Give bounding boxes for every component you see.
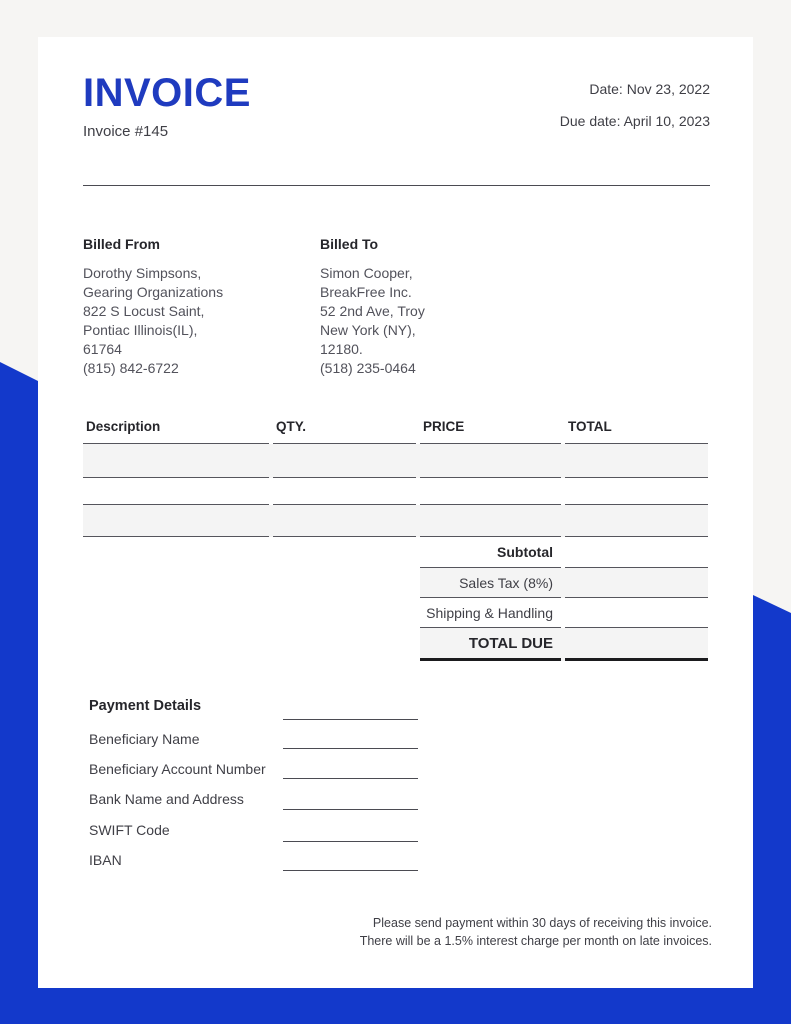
header-divider: [83, 185, 710, 186]
table-cell: [273, 505, 416, 537]
column-header-description: Description: [83, 415, 269, 444]
table-cell: [420, 505, 561, 537]
table-cell: [420, 444, 561, 478]
blank-fill-line: [283, 748, 418, 749]
beneficiary-account-number-label: Beneficiary Account Number: [89, 761, 266, 777]
summary-value-cell: [565, 537, 708, 568]
payment-details-heading: Payment Details: [89, 698, 202, 714]
sales-tax-label: Sales Tax (8%): [459, 574, 553, 591]
column-header-price: PRICE: [420, 415, 561, 444]
table-cell: [83, 505, 269, 537]
summary-value-cell: [565, 628, 708, 661]
subtotal-label: Subtotal: [497, 544, 553, 560]
invoice-date: Date: Nov 23, 2022: [589, 81, 710, 97]
shipping-label: Shipping & Handling: [426, 604, 553, 621]
invoice-dates: [560, 81, 710, 129]
address-line: Gearing Organizations: [83, 284, 224, 300]
decor-blue-shape-right: [753, 595, 791, 1024]
summary-row-sales-tax: [420, 568, 708, 598]
address-line: Simon Cooper,: [320, 265, 413, 281]
billed-from-section: [83, 236, 308, 378]
beneficiary-name-label: Beneficiary Name: [89, 731, 200, 747]
payment-terms-note: [360, 914, 712, 950]
payment-terms-line: There will be a 1.5% interest charge per month on late invoices.: [359, 934, 712, 948]
column-header-total: TOTAL: [565, 415, 708, 444]
address-line: Pontiac Illinois(IL),: [83, 322, 198, 338]
blank-fill-line: [283, 841, 418, 842]
table-row: [83, 505, 708, 537]
table-cell: [273, 444, 416, 478]
blank-fill-line: [283, 778, 418, 779]
invoice-number: Invoice #145: [83, 123, 169, 140]
address-line: 61764: [83, 341, 122, 357]
table-cell: [273, 478, 416, 505]
summary-label-cell: [420, 568, 561, 598]
table-cell: [83, 478, 269, 505]
swift-code-label: SWIFT Code: [89, 822, 170, 838]
bank-name-address-label: Bank Name and Address: [89, 791, 244, 807]
billed-to-address: [320, 264, 545, 378]
address-line: (518) 235-0464: [320, 360, 416, 376]
address-line: New York (NY),: [320, 322, 416, 338]
address-line: 52 2nd Ave, Troy: [320, 303, 425, 319]
invoice-title: INVOICE: [83, 71, 251, 115]
totals-summary: [420, 537, 708, 661]
address-line: Dorothy Simpsons,: [83, 265, 202, 281]
total-due-label: TOTAL DUE: [468, 634, 553, 652]
summary-row-subtotal: [420, 537, 708, 568]
billed-from-address: [83, 264, 308, 378]
billed-to-heading: Billed To: [320, 236, 379, 252]
items-table-header-row: [83, 415, 708, 444]
payment-terms-line: Please send payment within 30 days of receiving this invoice.: [372, 916, 712, 930]
table-cell: [565, 478, 708, 505]
summary-row-shipping: [420, 598, 708, 628]
blank-fill-line: [283, 809, 418, 810]
address-line: 822 S Locust Saint,: [83, 303, 205, 319]
table-row: [83, 444, 708, 478]
decor-blue-band-bottom: [0, 988, 791, 1024]
summary-value-cell: [565, 598, 708, 628]
blank-fill-line: [283, 870, 418, 871]
summary-label-cell: [420, 598, 561, 628]
table-cell: [420, 478, 561, 505]
billed-from-heading: Billed From: [83, 236, 161, 252]
summary-value-cell: [565, 568, 708, 598]
summary-label-cell: [420, 628, 561, 661]
address-line: 12180.: [320, 341, 363, 357]
table-cell: [83, 444, 269, 478]
table-cell: [565, 505, 708, 537]
address-line: BreakFree Inc.: [320, 284, 412, 300]
address-line: (815) 842-6722: [83, 360, 179, 376]
summary-label-cell: [420, 537, 561, 568]
decor-blue-shape-left: [0, 362, 38, 1024]
blank-fill-line: [283, 719, 418, 720]
invoice-due-date: Due date: April 10, 2023: [559, 113, 710, 129]
billed-to-section: [320, 236, 545, 378]
table-cell: [565, 444, 708, 478]
table-row: [83, 478, 708, 505]
column-header-qty: QTY.: [273, 415, 416, 444]
invoice-page: [38, 37, 753, 988]
iban-label: IBAN: [89, 852, 122, 868]
items-table: [83, 415, 708, 537]
summary-row-total-due: [420, 628, 708, 661]
